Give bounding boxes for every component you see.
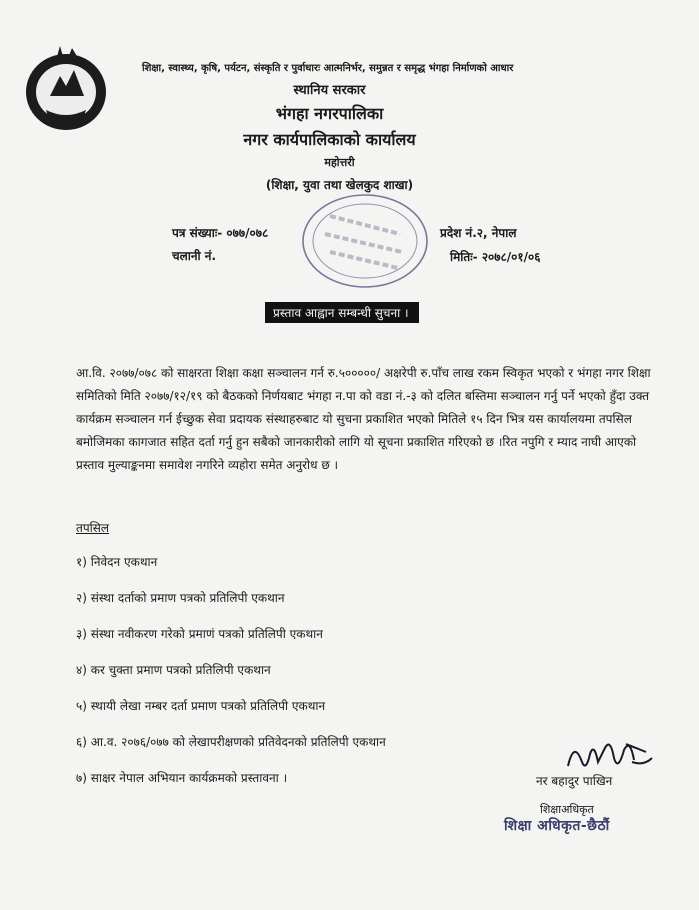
signer-name: नर बहादुर पाखिन (536, 774, 613, 788)
tapasil-heading: तपसिल (76, 521, 110, 535)
tagline: शिक्षा, स्वास्थ्य, कृषि, पर्यटन, संस्कृति र पुर्वाधारः आत्मनिर्भर, समुन्नत र समृद्ध भंगहा निर्माणको आधार (142, 63, 514, 74)
signer-designation: शिक्षाअधिकृत (540, 803, 594, 816)
list-item: २) संस्था दर्ताको प्रमाण पत्रको प्रतिलिपी एकथान (76, 591, 285, 605)
official-stamp (290, 186, 440, 296)
list-item: १) निवेदन एकथान (76, 555, 158, 569)
province: प्रदेश नं.२, नेपाल (440, 226, 517, 240)
list-item: ६) आ.व. २०७६/०७७ को लेखापरीक्षणको प्रतिवेदनको प्रतिलिपी एकथान (76, 735, 386, 749)
date: मितिः- २०७८/०१/०६ (450, 250, 541, 264)
list-item: ५) स्थायी लेखा नम्बर दर्ता प्रमाण पत्रको प्रतिलिपी एकथान (76, 699, 326, 713)
notice-body: आ.वि. २०७७/०७८ को साक्षरता शिक्षा कक्षा सञ्चालन गर्न रु.५०००००/ अक्षरेपी रु.पाँच लाख रकम स्विकृत भएको र भंगहा नगर शिक्षा समितिको मिति २०७७/१२/१९ को बैठकको निर्णयबाट भंगहा न.पा को वडा नं.-३ को दलित बस्तिमा सञ्चालन गर्नु पर्ने भएको हुँदा उक्त कार्यक्रम सञ्चालन गर्न ईच्छुक सेवा प्रदायक संस्थाहरुबाट यो सुचना प्रकाशित भएको मितिले १५ दिन भित्र यस कार्यालयमा तपसिल बमोजिमका कागजात सहित दर्ता गर्नु हुन सबैको जानकारीको लागि यो सूचना प्रकाशित गरिएको छ ।रित नपुगि र म्याद नाघी आएको प्रस्ताव मुल्याङ्कनमा समावेश नगरिने व्यहोरा समेत अनुरोध छ । (76, 366, 651, 472)
district-name: महोत्तरी (324, 156, 355, 169)
notice-title: प्रस्ताव आह्वान सम्बन्धी सुचना । (265, 302, 419, 323)
list-item: ४) कर चुक्ता प्रमाण पत्रको प्रतिलिपी एकथान (76, 663, 271, 677)
letter-number: पत्र संख्याः- ०७७/०७८ (172, 226, 269, 240)
local-government-line: स्थानिय सरकार (293, 83, 366, 98)
list-item: ३) संस्था नवीकरण गरेको प्रमाणं पत्रको प्रतिलिपी एकथान (76, 627, 323, 641)
designation-stamp: शिक्षा अधिकृत-छैठौं (504, 818, 610, 834)
dispatch-number: चलानी नं. (172, 249, 217, 263)
list-item: ७) साक्षर नेपाल अभियान कार्यक्रमको प्रस्तावना । (76, 771, 288, 785)
requirements-list (76, 552, 386, 804)
branch-name: (शिक्षा, युवा तथा खेलकुद शाखा) (265, 178, 414, 192)
municipality-name: भंगहा नगरपालिका (275, 104, 384, 123)
office-name: नगर कार्यपालिकाको कार्यालय (243, 130, 416, 149)
